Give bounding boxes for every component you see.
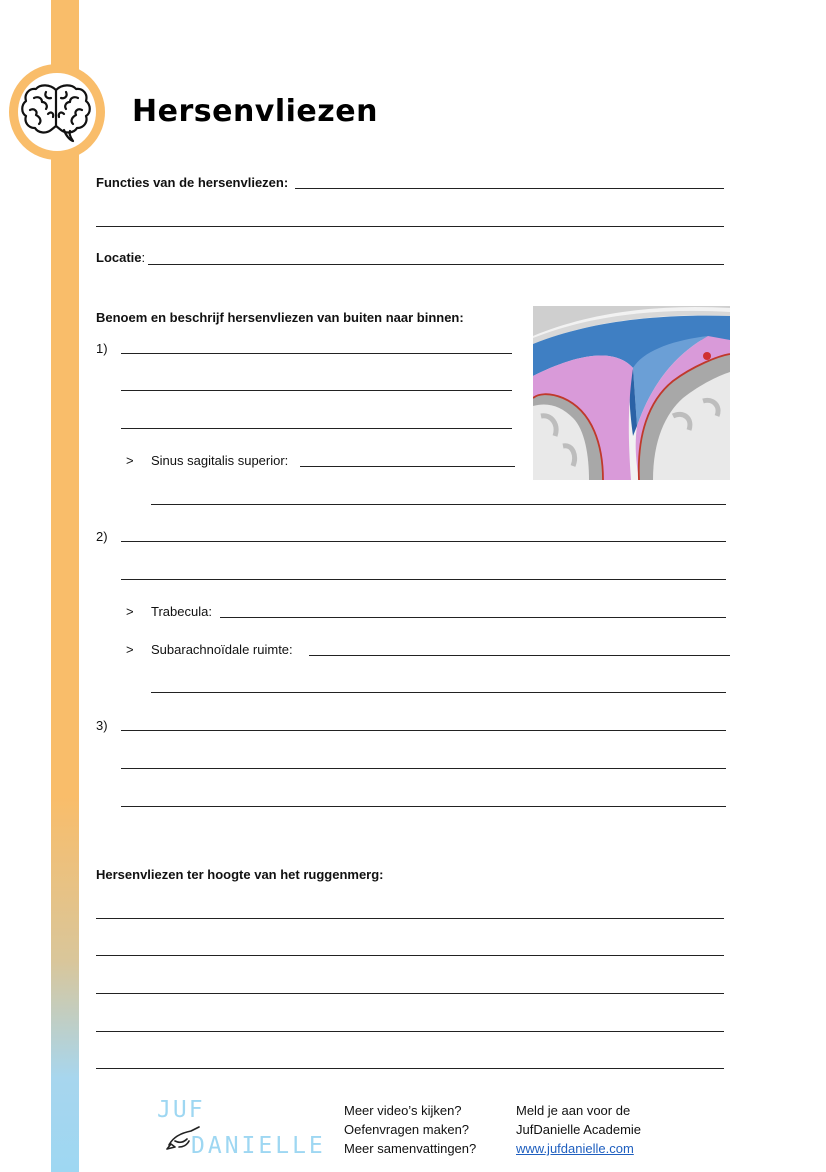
item-3-answer-line-3[interactable] — [121, 806, 726, 807]
locatie-answer-line[interactable] — [148, 264, 724, 265]
trabecula-answer-line[interactable] — [220, 617, 726, 618]
ruggenmerg-answer-line-4[interactable] — [96, 1031, 724, 1032]
locatie-label-wrap — [96, 250, 145, 266]
brain-icon — [20, 80, 94, 144]
brain-icon-badge — [9, 64, 105, 160]
item-3-answer-line-1[interactable] — [121, 730, 726, 731]
meninges-illustration — [533, 306, 730, 480]
ruggenmerg-answer-line-3[interactable] — [96, 993, 724, 994]
ruggenmerg-answer-line-5[interactable] — [96, 1068, 724, 1069]
logo-text-top: JUF — [157, 1097, 205, 1123]
sinus-sagitalis-answer-line[interactable] — [300, 466, 515, 467]
ruggenmerg-label: Hersenvliezen ter hoogte van het ruggenmerg: — [96, 867, 384, 882]
subarachnoidale-answer-line-2[interactable] — [151, 692, 726, 693]
sinus-sagitalis-label: Sinus sagitalis superior: — [151, 453, 289, 468]
functies-answer-line-1[interactable] — [295, 188, 724, 189]
item-1-answer-line-2[interactable] — [121, 390, 512, 391]
item-3-answer-line-2[interactable] — [121, 768, 726, 769]
subarachnoidale-label: Subarachnoïdale ruimte: — [151, 642, 293, 657]
item-1-number: 1) — [96, 341, 108, 356]
footer-col1-line2: Oefenvragen maken? — [344, 1122, 470, 1137]
item-2-number: 2) — [96, 529, 108, 544]
functies-answer-line-2[interactable] — [96, 226, 724, 227]
item-2-answer-line-1[interactable] — [121, 541, 726, 542]
item-1-answer-line-3[interactable] — [121, 428, 512, 429]
item-1-sub-arrow: > — [126, 453, 134, 468]
page-title: Hersenvliezen — [132, 94, 378, 129]
item-2-sub1-arrow: > — [126, 604, 134, 619]
side-stripe — [51, 0, 79, 1172]
jufdanielle-logo — [155, 1095, 325, 1165]
footer-col1-line1: Meer video’s kijken? — [344, 1103, 462, 1118]
footer-col2-line1: Meld je aan voor de — [516, 1103, 631, 1118]
functies-label: Functies van de hersenvliezen: — [96, 175, 289, 190]
benoem-label: Benoem en beschrijf hersenvliezen van buiten naar binnen: — [96, 310, 464, 325]
footer-col1-line3: Meer samenvattingen? — [344, 1141, 477, 1156]
footer-website-link[interactable]: www.jufdanielle.com — [516, 1141, 634, 1156]
footer-col2-line2: JufDanielle Academie — [516, 1122, 642, 1137]
sinus-sagitalis-answer-line-2[interactable] — [151, 504, 726, 505]
item-1-answer-line-1[interactable] — [121, 353, 512, 354]
item-2-answer-line-2[interactable] — [121, 579, 726, 580]
trabecula-label: Trabecula: — [151, 604, 212, 619]
item-2-sub2-arrow: > — [126, 642, 134, 657]
ruggenmerg-answer-line-1[interactable] — [96, 918, 724, 919]
subarachnoidale-answer-line[interactable] — [309, 655, 730, 656]
ruggenmerg-answer-line-2[interactable] — [96, 955, 724, 956]
logo-text-bottom: DANIELLE — [191, 1133, 326, 1159]
locatie-label: Locatie — [96, 250, 142, 265]
locatie-colon: : — [141, 250, 146, 265]
item-3-number: 3) — [96, 718, 108, 733]
